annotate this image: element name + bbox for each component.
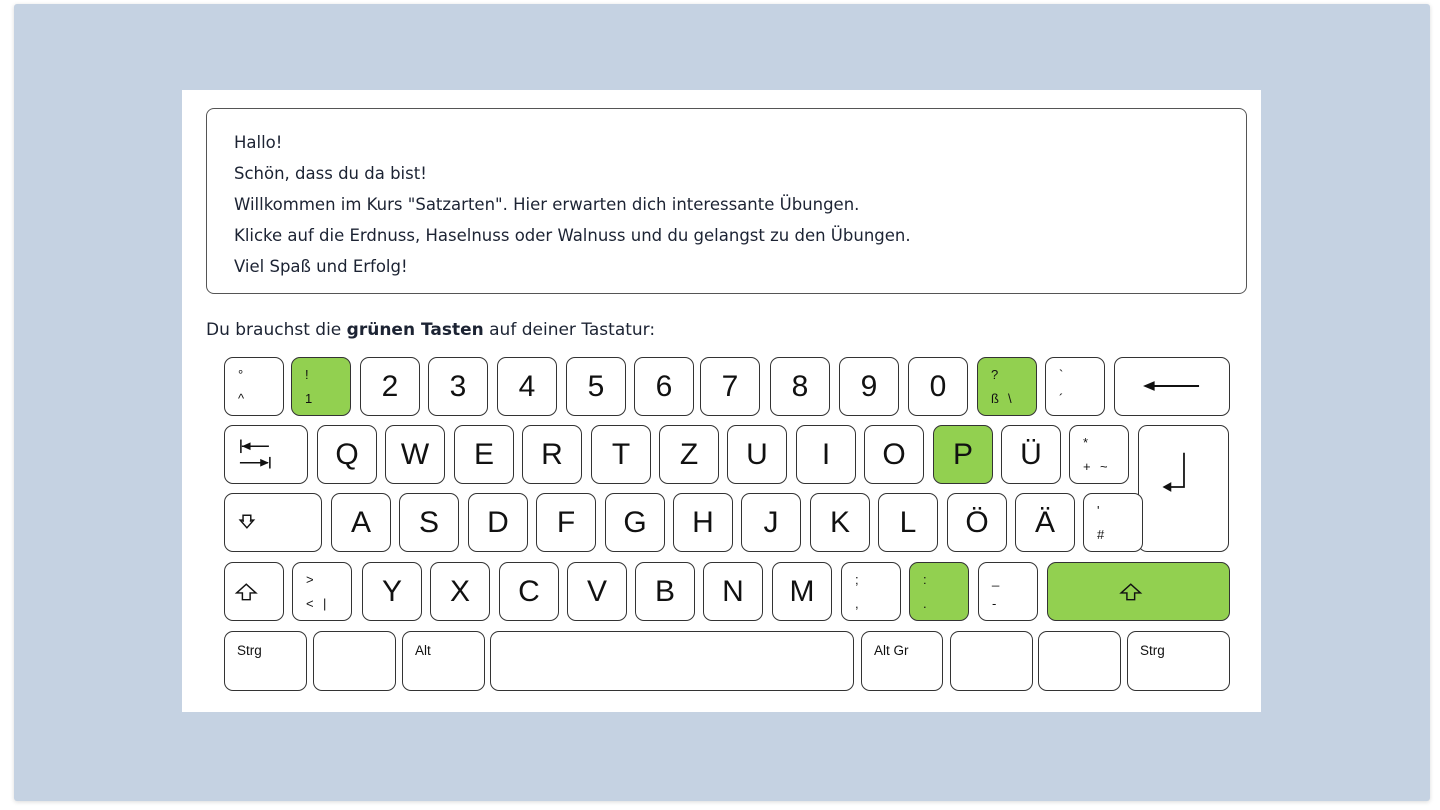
key-label: 3 (449, 369, 467, 403)
key-label: K (829, 505, 850, 539)
key-label-bottom: < (306, 596, 314, 611)
key-label-top: ! (305, 367, 309, 382)
key-label-bottom: ^ (238, 391, 245, 406)
key-label: T (611, 437, 631, 471)
key-label: P (952, 437, 973, 471)
keyboard-intro (206, 320, 655, 340)
key-label: 2 (381, 369, 399, 403)
key-label-altgr: \ (1008, 391, 1012, 406)
key-r[interactable] (522, 425, 582, 484)
key-label-bottom: + (1083, 459, 1091, 474)
key-d[interactable] (468, 493, 528, 552)
key-label: 8 (791, 369, 809, 403)
key-p[interactable] (933, 425, 993, 484)
key-label-top: ° (238, 367, 244, 382)
key-i[interactable] (796, 425, 856, 484)
key-label: Y (381, 574, 402, 608)
key-strg-right[interactable] (1127, 631, 1230, 691)
key-q[interactable] (317, 425, 377, 484)
key-c[interactable] (499, 562, 559, 621)
key-l[interactable] (878, 493, 938, 552)
key-x[interactable] (430, 562, 490, 621)
key-sz[interactable] (977, 357, 1037, 416)
key-s[interactable] (399, 493, 459, 552)
key-label: Z (679, 437, 699, 471)
key-label: R (541, 437, 563, 471)
key-tab[interactable] (224, 425, 308, 484)
key-label: W (400, 437, 430, 471)
key-label: Alt Gr (874, 643, 909, 658)
key-shift-left[interactable] (224, 562, 284, 621)
welcome-line: Klicke auf die Erdnuss, Haselnuss oder Walnuss und du gelangst zu den Übungen. (234, 226, 911, 245)
key-label: 7 (721, 369, 739, 403)
key-6[interactable] (634, 357, 694, 416)
key-7[interactable] (700, 357, 760, 416)
key-oe[interactable] (947, 493, 1007, 552)
key-label: V (586, 574, 607, 608)
key-h[interactable] (673, 493, 733, 552)
key-w[interactable] (385, 425, 445, 484)
key-label: 6 (655, 369, 673, 403)
key-label-top: ` (1059, 367, 1064, 382)
welcome-line: Schön, dass du da bist! (234, 164, 427, 183)
key-blank-3[interactable] (1038, 631, 1121, 691)
key-label: Ü (1020, 437, 1042, 471)
key-2[interactable] (360, 357, 420, 416)
key-label-altgr: ~ (1100, 459, 1108, 474)
key-label: U (746, 437, 768, 471)
key-t[interactable] (591, 425, 651, 484)
key-label-bottom: - (992, 596, 997, 611)
key-f[interactable] (536, 493, 596, 552)
key-ae[interactable] (1015, 493, 1075, 552)
key-label-top: ; (855, 572, 859, 587)
key-label: 4 (518, 369, 536, 403)
welcome-line: Willkommen im Kurs "Satzarten". Hier erwarten dich interessante Übungen. (234, 195, 860, 214)
key-label-bottom: , (855, 596, 859, 611)
key-0[interactable] (908, 357, 968, 416)
key-label: H (692, 505, 714, 539)
key-label-bottom: . (923, 596, 927, 611)
key-capslock[interactable] (224, 493, 322, 552)
key-y[interactable] (362, 562, 422, 621)
key-label: 9 (860, 369, 878, 403)
key-plus[interactable] (1069, 425, 1129, 484)
key-label: I (821, 437, 831, 471)
key-label-top: ? (991, 367, 999, 382)
key-label: Ä (1034, 505, 1055, 539)
key-minus[interactable] (978, 562, 1038, 621)
key-alt[interactable] (402, 631, 485, 691)
key-label: O (882, 437, 906, 471)
key-blank-1[interactable] (313, 631, 396, 691)
key-comma[interactable] (841, 562, 901, 621)
key-label-bottom: # (1097, 527, 1105, 542)
intro-text: Du brauchst die (206, 320, 347, 340)
welcome-box (206, 108, 1247, 294)
key-label: S (418, 505, 439, 539)
key-label: C (518, 574, 540, 608)
key-ue[interactable] (1001, 425, 1061, 484)
key-period[interactable] (909, 562, 969, 621)
key-blank-2[interactable] (950, 631, 1033, 691)
key-label: A (350, 505, 371, 539)
key-u[interactable] (727, 425, 787, 484)
key-label-bottom: ´ (1059, 391, 1064, 406)
key-label: Q (335, 437, 359, 471)
key-z[interactable] (659, 425, 719, 484)
key-circumflex[interactable] (224, 357, 284, 416)
key-label: F (556, 505, 576, 539)
key-label-altgr: | (323, 596, 327, 611)
key-o[interactable] (864, 425, 924, 484)
key-backspace[interactable] (1114, 357, 1230, 416)
key-label-bottom: ß (991, 391, 999, 406)
key-k[interactable] (810, 493, 870, 552)
key-label: Strg (237, 643, 262, 658)
key-label-top: _ (992, 572, 1000, 587)
key-b[interactable] (635, 562, 695, 621)
welcome-line: Viel Spaß und Erfolg! (234, 257, 408, 276)
key-enter[interactable] (1138, 425, 1229, 552)
key-g[interactable] (605, 493, 665, 552)
key-label-top: : (923, 572, 927, 587)
key-j[interactable] (741, 493, 801, 552)
key-5[interactable] (566, 357, 626, 416)
key-m[interactable] (772, 562, 832, 621)
key-space[interactable] (490, 631, 854, 691)
key-e[interactable] (454, 425, 514, 484)
key-label: D (487, 505, 509, 539)
key-label-top: ' (1097, 503, 1100, 518)
key-label: 5 (587, 369, 605, 403)
key-label: 0 (929, 369, 947, 403)
key-hash[interactable] (1083, 493, 1143, 552)
key-strg-left[interactable] (224, 631, 307, 691)
key-label: N (722, 574, 744, 608)
key-label-bottom: 1 (305, 391, 313, 406)
key-angle[interactable] (292, 562, 352, 621)
key-label: Alt (415, 643, 431, 658)
key-8[interactable] (770, 357, 830, 416)
welcome-line: Hallo! (234, 133, 283, 152)
key-label-top: * (1083, 435, 1089, 450)
key-label: X (449, 574, 470, 608)
intro-highlight: grünen Tasten (346, 320, 484, 340)
key-accent[interactable] (1045, 357, 1105, 416)
key-label: L (899, 505, 917, 539)
key-altgr[interactable] (861, 631, 943, 691)
key-shift-right[interactable] (1047, 562, 1230, 621)
key-label: Strg (1140, 643, 1165, 658)
intro-text-end: auf deiner Tastatur: (483, 320, 656, 340)
key-v[interactable] (567, 562, 627, 621)
key-label: Ö (965, 505, 989, 539)
key-n[interactable] (703, 562, 763, 621)
key-label: M (789, 574, 815, 608)
key-1[interactable] (291, 357, 351, 416)
key-label-top: > (306, 572, 314, 587)
key-4[interactable] (497, 357, 557, 416)
key-9[interactable] (839, 357, 899, 416)
key-label: J (763, 505, 779, 539)
key-label: B (654, 574, 675, 608)
key-a[interactable] (331, 493, 391, 552)
key-3[interactable] (428, 357, 488, 416)
key-label: G (623, 505, 647, 539)
key-label: E (473, 437, 494, 471)
